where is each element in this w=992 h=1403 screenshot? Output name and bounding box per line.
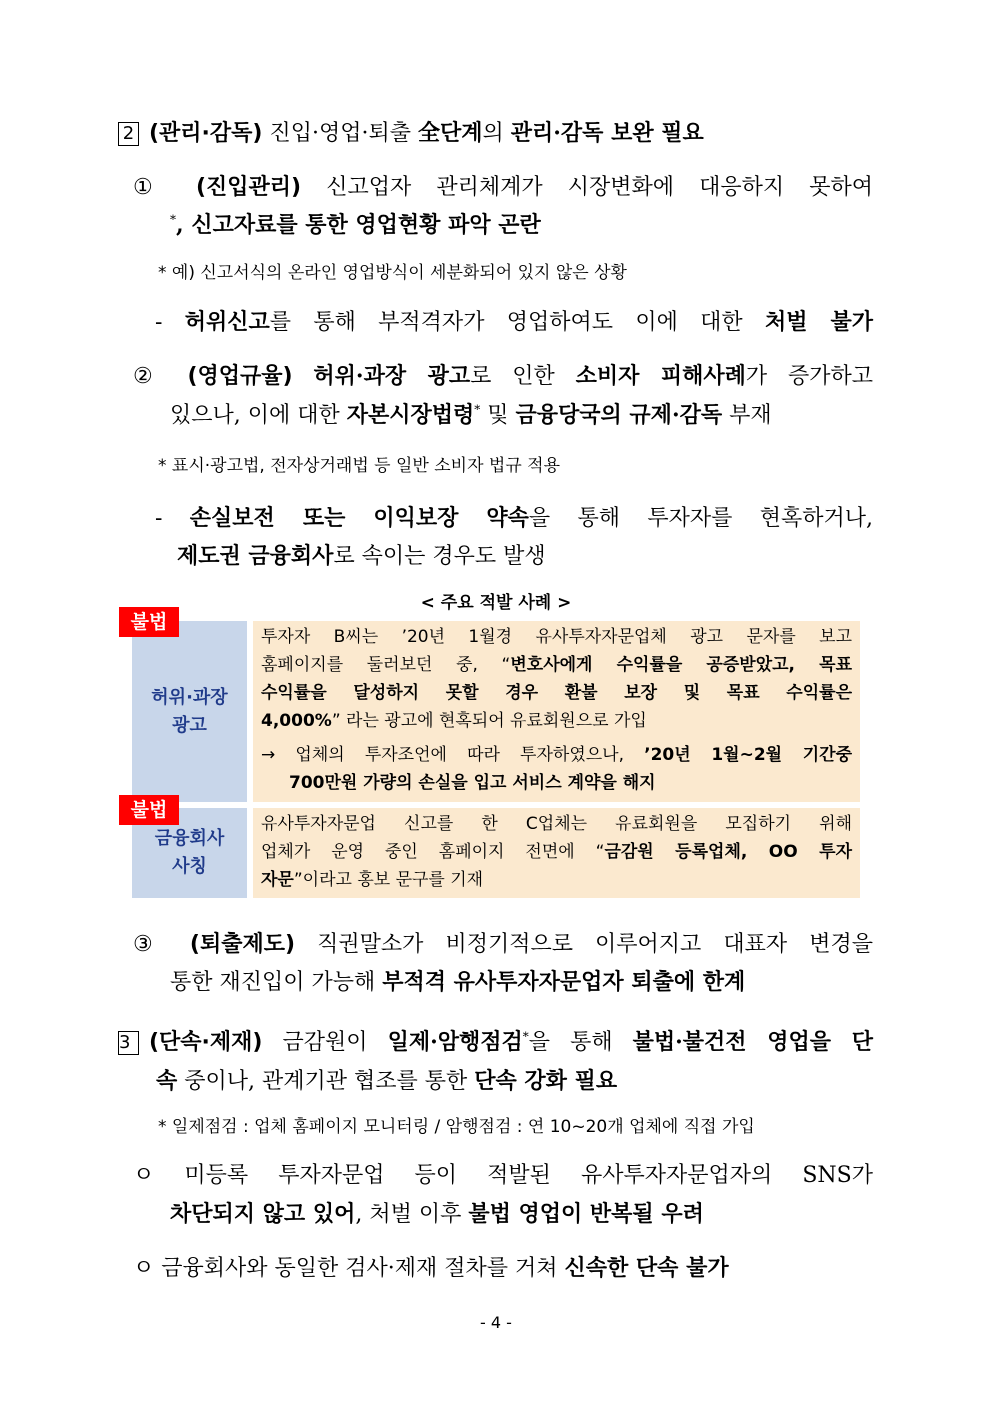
item-1-line-1: ① (진입관리) 신고업자 관리체계가 시장변화에 대응하지 못하여 — [133, 175, 873, 200]
section-title: (단속·제재) — [149, 1030, 263, 1055]
bullet-2-line: ㅇ 금융회사와 동일한 검사·제재 절차를 거쳐 신속한 단속 불가 — [133, 1255, 729, 1281]
item-1-note: * 예) 신고서식의 온라인 영업방식이 세분화되어 있지 않은 상황 — [158, 263, 627, 283]
section-number-box: 3 — [118, 1031, 139, 1055]
cases-title: < 주요 적발 사례 > — [420, 593, 572, 613]
item-1-dash-line: - 허위신고를 통해 부적격자가 영업하여도 이에 대한 처벌 불가 — [155, 309, 873, 335]
item-2-note: * 표시·광고법, 전자상거래법 등 일반 소비자 법규 적용 — [158, 456, 560, 476]
section-3-heading-line-2: 속 중이나, 관계기관 협조를 통한 단속 강화 필요 — [156, 1068, 618, 1094]
item-2-line-1: ② (영업규율) 허위·과장 광고로 인한 소비자 피해사례가 증가하고 — [133, 363, 873, 389]
illegal-tag: 불법 — [119, 607, 179, 637]
item-2-dash-line-1: - 손실보전 또는 이익보장 약속을 통해 투자자를 현혹하거나, — [155, 505, 873, 531]
arrow-icon: → — [261, 745, 276, 765]
section-3-heading-line-1: 3 (단속·제재) 금감원이 일제·암행점검*을 통해 불법·불건전 영업을 단 — [119, 1029, 873, 1055]
bullet-icon: ㅇ — [133, 1256, 155, 1281]
section-2-heading: 2 (관리·감독) 진입·영업·퇴출 全단계의 관리·감독 보완 필요 — [118, 116, 704, 147]
item-1-line-2: *, 신고자료를 통한 영업현황 파악 곤란 — [170, 212, 541, 238]
section-number-box: 2 — [118, 122, 139, 146]
case-1-content: 투자자 B씨는 ’20년 1월경 유사투자자문업체 광고 문자를 보고 홈페이지를 둘러보던 중, “변호사에게 수익률을 공증받았고, 목표 수익률을 달성하지 못할 경우 환불 보장 및 목표 수익률은 4,000%” 라는 광고에 현혹되어 유료회원으로 가입 → 업체의 투자조언에 따라 투자하였으나, ’20년 1월~2월 기간중 700만원 가량의 손실을 입고 서비스 계약을 해지 — [253, 621, 860, 802]
item-1-title: (진입관리) — [195, 175, 302, 200]
item-2-dash-line-2: 제도권 금융회사로 속이는 경우도 발생 — [177, 543, 546, 569]
circled-number-3: ③ — [133, 932, 168, 957]
circled-number-1: ① — [133, 175, 171, 200]
page-number: - 4 - — [480, 1313, 512, 1332]
case-1-category: 허위·과장 광고 — [132, 621, 247, 802]
item-3-title: (퇴출제도) — [189, 932, 296, 957]
circled-number-2: ② — [133, 364, 167, 389]
bullet-icon: ㅇ — [133, 1163, 155, 1188]
item-2-title: (영업규율) — [187, 364, 293, 389]
bullet-1-line-1: ㅇ 미등록 투자자문업 등이 적발된 유사투자자문업자의 SNS가 — [133, 1163, 873, 1188]
section-3-note: * 일제점검 : 업체 홈페이지 모니터링 / 암행점검 : 연 10~20개 업체에 직접 가입 — [158, 1117, 755, 1137]
illegal-tag: 불법 — [119, 795, 179, 825]
item-2-line-2: 있으나, 이에 대한 자본시장법령* 및 금융당국의 규제·감독 부재 — [170, 402, 772, 428]
item-3-line-1: ③ (퇴출제도) 직권말소가 비정기적으로 이루어지고 대표자 변경을 — [133, 932, 873, 957]
item-3-line-2: 통한 재진입이 가능해 부적격 유사투자자문업자 퇴출에 한계 — [170, 969, 746, 995]
bullet-1-line-2: 차단되지 않고 있어, 처벌 이후 불법 영업이 반복될 우려 — [170, 1201, 704, 1227]
case-2-content: 유사투자자문업 신고를 한 C업체는 유료회원을 모집하기 위해 업체가 운영 중인 홈페이지 전면에 “금감원 등록업체, OO 투자 자문”이라고 홍보 문구를 기재 — [253, 808, 860, 898]
section-title: (관리·감독) — [149, 121, 263, 146]
case-2-category: 금융회사 사칭 — [132, 808, 247, 898]
